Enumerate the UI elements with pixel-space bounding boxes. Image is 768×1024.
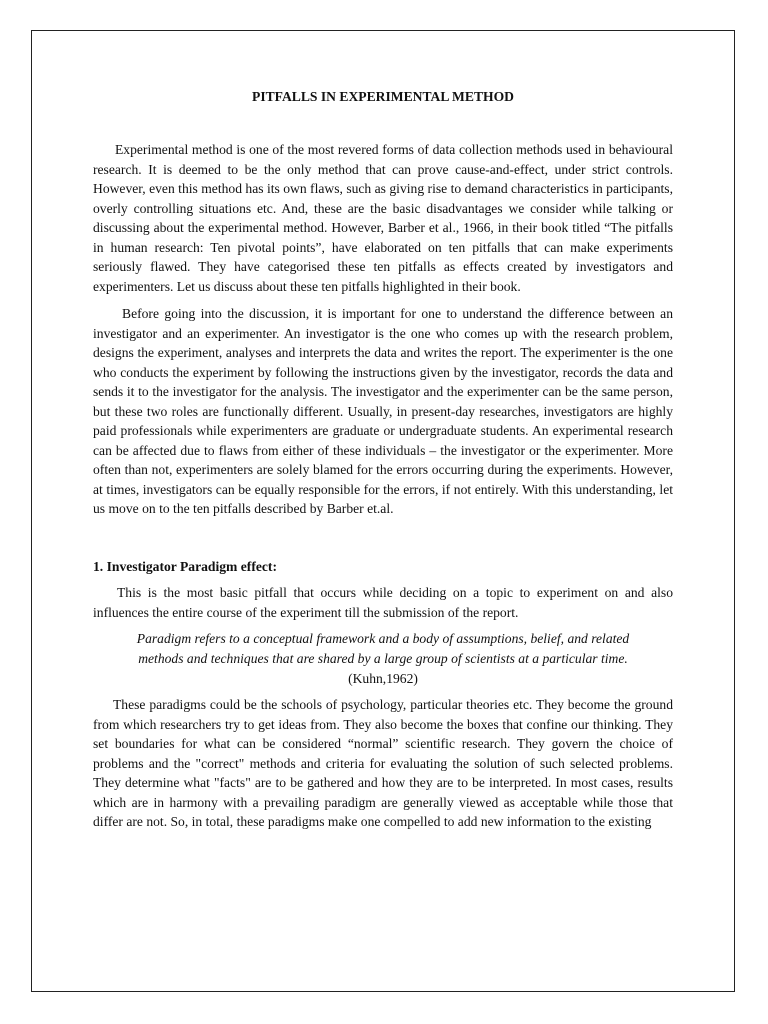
section-heading: 1. Investigator Paradigm effect: bbox=[93, 558, 277, 574]
quote-citation: (Kuhn,1962) bbox=[348, 671, 418, 686]
document-page bbox=[31, 30, 735, 992]
document-title: PITFALLS IN EXPERIMENTAL METHOD bbox=[252, 89, 514, 104]
paragraph-paradigm-detail: These paradigms could be the schools of psychology, particular theories etc. They become the ground from which researchers try to get ideas from. They also become the boxes that confine our thinking. They set boundaries for what can be considered “normal” scientific research. They govern the choice of problems and the "correct" methods and criteria for evaluating the solution of such selected problems. They determine what "facts" are to be gathered and how they are to be interpreted. In most cases, results which are in harmony with a prevailing paradigm are generally viewed as acceptable while those that differ are not. So, in total, these paradigms make one compelled to add new information to the existing bbox=[93, 697, 673, 829]
paragraph-intro: Experimental method is one of the most revered forms of data collection methods used in behavioural research. It is deemed to be the only method that can prove cause-and-effect, under strict controls. However, even this method has its own flaws, such as giving rise to demand characteristics in participants, overly controlling situations etc. And, these are the basic disadvantages we consider while talking or discussing about the experimental method. However, Barber et al., 1966, in their book titled “The pitfalls in human research: Ten pivotal points”, have elaborated on ten pitfalls that can make experiments seriously flawed. They have categorised these ten pitfalls as effects created by investigators and experimenters. Let us discuss about these ten pitfalls highlighted in their book. bbox=[93, 142, 673, 294]
document-body bbox=[93, 88, 673, 832]
paragraph-investigator-vs-experimenter: Before going into the discussion, it is important for one to understand the difference between an investigator and an experimenter. An investigator is the one who comes up with the research problem, designs the experiment, analyses and interprets the data and writes the report. The experimenter is the one who conducts the experiment by following the instructions given by the investigator, records the data and sends it to the investigator for the analysis. The investigator and the experimenter can be the same person, but these two roles are functionally different. Usually, in present-day researches, investigators are highly paid professionals while experimenters are graduate or undergraduate students. An experimental research can be affected due to flaws from either of these individuals – the investigator or the experimenter. More often than not, experimenters are solely blamed for the errors occurring during the experiments. However, at times, investigators can be equally responsible for the errors, if not entirely. With this understanding, let us move on to the ten pitfalls described by Barber et.al. bbox=[93, 306, 673, 516]
quote-text: Paradigm refers to a conceptual framework and a body of assumptions, belief, and related methods and techniques that are shared by a large group of scientists at a particular time. bbox=[136, 631, 630, 666]
paragraph-paradigm-intro: This is the most basic pitfall that occurs while deciding on a topic to experiment on and also influences the entire course of the experiment till the submission of the report. bbox=[93, 585, 673, 620]
block-quote bbox=[123, 629, 643, 689]
